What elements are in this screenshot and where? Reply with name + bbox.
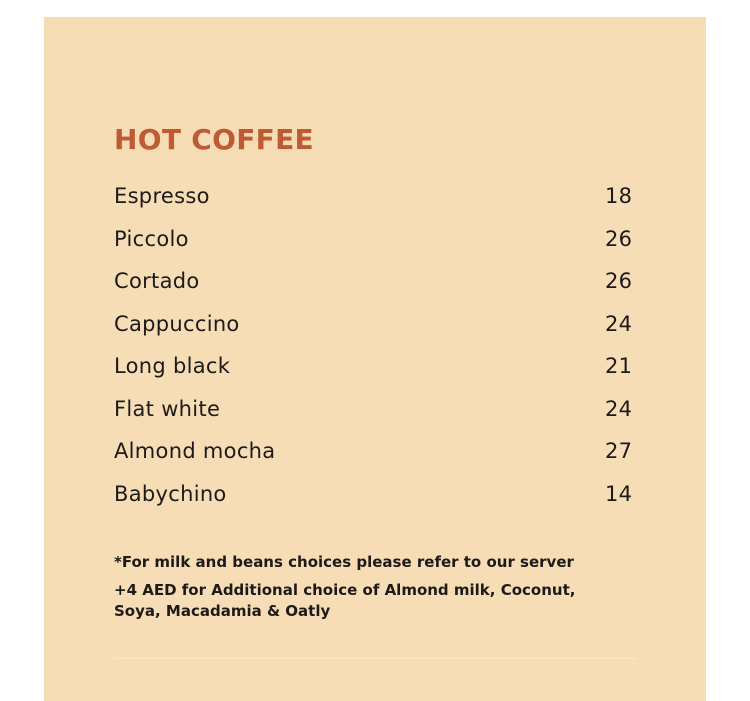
menu-item (114, 175, 634, 218)
addon-price-note: +4 AED for Additional choice of Almond milk, Coconut, Soya, Macadamia & Oatly (114, 581, 576, 620)
menu-item-price: 24 (605, 311, 633, 336)
menu-item-name: Cappuccino (114, 311, 240, 336)
menu-item-price: 14 (605, 481, 633, 506)
divider (114, 658, 636, 659)
menu-item-name: Babychino (114, 481, 227, 506)
menu-item (114, 218, 634, 261)
menu-item (114, 388, 634, 431)
menu-item-price: 27 (605, 439, 633, 463)
milk-choice-note: *For milk and beans choices please refer to our server (114, 553, 574, 571)
menu-item-price: 21 (605, 354, 633, 378)
menu-item (114, 345, 634, 388)
menu-item-price: 26 (605, 269, 633, 293)
menu-item-price: 24 (605, 396, 633, 421)
menu-item-name: Cortado (114, 269, 200, 293)
menu-item (114, 303, 634, 346)
menu-item-name: Flat white (114, 396, 221, 421)
menu-item-name: Long black (114, 354, 231, 378)
menu-card (44, 17, 706, 701)
menu-item-name: Espresso (114, 184, 210, 208)
menu-item-name: Almond mocha (114, 439, 276, 463)
menu-item (114, 260, 634, 303)
menu-item-price: 26 (605, 226, 633, 251)
menu-item-name: Piccolo (114, 226, 189, 251)
menu-item (114, 430, 634, 473)
menu-item-price: 18 (605, 184, 633, 208)
menu-item (114, 473, 634, 516)
section-title: HOT COFFEE (114, 123, 314, 156)
menu-item-list (114, 175, 634, 515)
